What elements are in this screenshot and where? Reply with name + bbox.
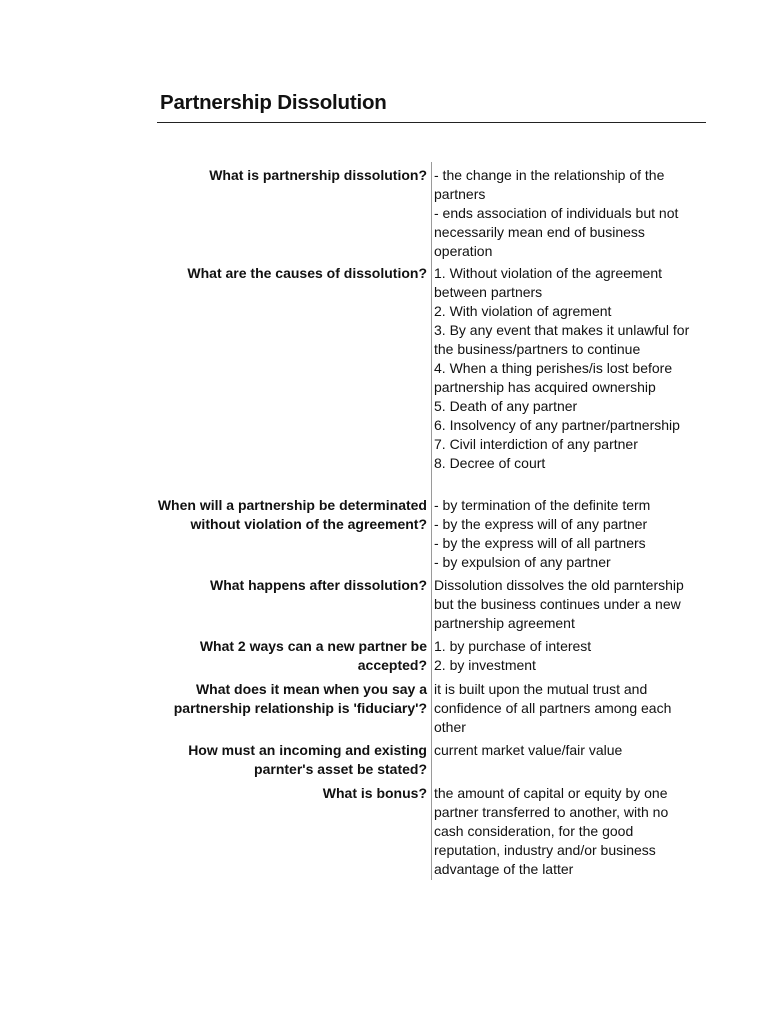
answer-line: 3. By any event that makes it unlawful for xyxy=(434,322,690,338)
title-divider xyxy=(157,122,706,123)
question: What is partnership dissolution? xyxy=(209,167,427,183)
answer xyxy=(434,741,706,760)
answer-line: - by the express will of all partners xyxy=(434,535,646,551)
answer-line: - by termination of the definite term xyxy=(434,497,651,513)
answer xyxy=(434,496,706,572)
answer-line: - by the express will of any partner xyxy=(434,516,648,532)
question: What are the causes of dissolution? xyxy=(187,265,427,281)
answer-line: Dissolution dissolves the old parntership xyxy=(434,577,684,593)
answer-line: 1. Without violation of the agreement xyxy=(434,265,663,281)
answer-line: reputation, industry and/or business xyxy=(434,842,656,858)
answer-line: - ends association of individuals but not xyxy=(434,205,679,221)
question: What 2 ways can a new partner be accepted? xyxy=(199,638,427,673)
answer xyxy=(434,784,706,879)
answer-line: 1. by purchase of interest xyxy=(434,638,592,654)
answer-line: confidence of all partners among each xyxy=(434,700,672,716)
answer-line: necessarily mean end of business xyxy=(434,224,645,240)
answer-line: 4. When a thing perishes/is lost before xyxy=(434,360,673,376)
answer-line: 7. Civil interdiction of any partner xyxy=(434,436,638,452)
answer xyxy=(434,680,706,737)
answer xyxy=(434,576,706,633)
answer-line: cash consideration, for the good xyxy=(434,823,634,839)
answer-line: the amount of capital or equity by one xyxy=(434,785,668,801)
answer-line: operation xyxy=(434,243,493,259)
answer-line: - the change in the relationship of the xyxy=(434,167,665,183)
answer-line: between partners xyxy=(434,284,543,300)
answer xyxy=(434,637,706,675)
column-divider xyxy=(431,162,432,880)
question: What happens after dissolution? xyxy=(209,577,427,593)
question: How must an incoming and existing parnter's asset be stated? xyxy=(188,742,427,777)
answer xyxy=(434,264,706,473)
answer-line: the business/partners to continue xyxy=(434,341,641,357)
answer-line: partnership has acquired ownership xyxy=(434,379,656,395)
answer-line: 5. Death of any partner xyxy=(434,398,578,414)
answer-line: 6. Insolvency of any partner/partnership xyxy=(434,417,680,433)
answer-line: partnership agreement xyxy=(434,615,575,631)
question: What is bonus? xyxy=(322,785,427,801)
answer-line: current market value/fair value xyxy=(434,742,623,758)
answer-line: but the business continues under a new xyxy=(434,596,681,612)
answer-line: partners xyxy=(434,186,486,202)
answer-line: advantage of the latter xyxy=(434,861,574,877)
question: What does it mean when you say a partnership relationship is 'fiduciary'? xyxy=(173,681,427,716)
answer-line: partner transferred to another, with no xyxy=(434,804,669,820)
answer xyxy=(434,166,706,261)
answer-line: other xyxy=(434,719,466,735)
answer-line: - by expulsion of any partner xyxy=(434,554,611,570)
page-title: Partnership Dissolution xyxy=(160,91,387,114)
answer-line: 2. With violation of agrement xyxy=(434,303,612,319)
answer-line: it is built upon the mutual trust and xyxy=(434,681,648,697)
answer-line: 2. by investment xyxy=(434,657,536,673)
answer-line: 8. Decree of court xyxy=(434,455,546,471)
question: When will a partnership be determinated without violation of the agreement? xyxy=(157,497,427,532)
